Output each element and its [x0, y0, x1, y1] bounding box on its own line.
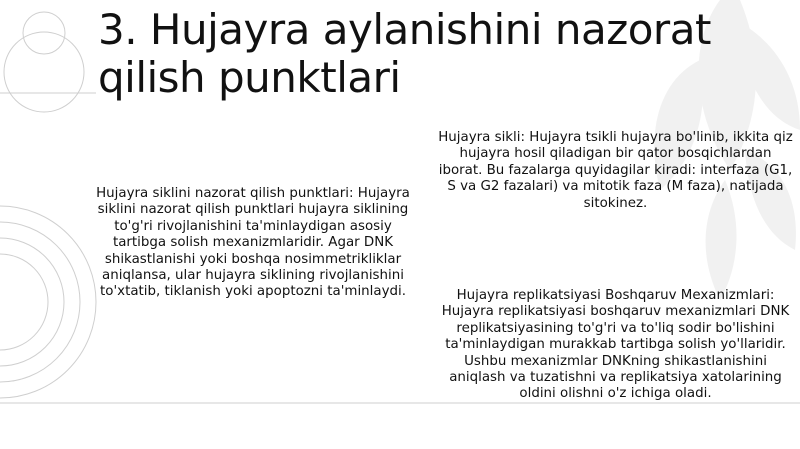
- decorative-arcs: [0, 206, 96, 398]
- text-block-checkpoints: Hujayra siklini nazorat qilish punktlari: Hujayra siklini nazorat qilish punktlari hujayra siklining to'g'ri rivojlanishini ta'minlaydigan asosiy tartibga solish mexanizmlaridir. Agar DNK shikastlanishi yoki boshqa nosimmetrikliklar aniqlansa, ular hujayra siklining rivojlanishini to'xtatib, tiklanish yoki apoptozni ta'minlaydi.: [96, 186, 410, 300]
- decorative-circle-small: [23, 12, 65, 54]
- decorative-circle-large: [4, 32, 84, 112]
- text-block-cell-cycle: Hujayra sikli: Hujayra tsikli hujayra bo'linib, ikkita qiz hujayra hosil qiladigan bir qator bosqichlardan iborat. Bu fazalarga quyidagilar kiradi: interfaza (G1, S va G2 fazalari) va mitotik faza (M faza), natijada sitokinez.: [438, 130, 793, 211]
- slide-title: 3. Hujayra aylanishini nazorat qilish punktlari: [98, 5, 711, 102]
- text-block-replication-control: Hujayra replikatsiyasi Boshqaruv Mexanizmlari: Hujayra replikatsiyasi boshqaruv mexanizmlari DNK replikatsiyasining to'g'ri va to'liq sodir bo'lishini ta'minlaydigan murakkab tartibga solish yo'llaridir. Ushbu mexanizmlar DNKning shikastlanishini aniqlash va tuzatishni va replikatsiya xatolarining oldini olishni o'z ichiga oladi.: [441, 288, 790, 402]
